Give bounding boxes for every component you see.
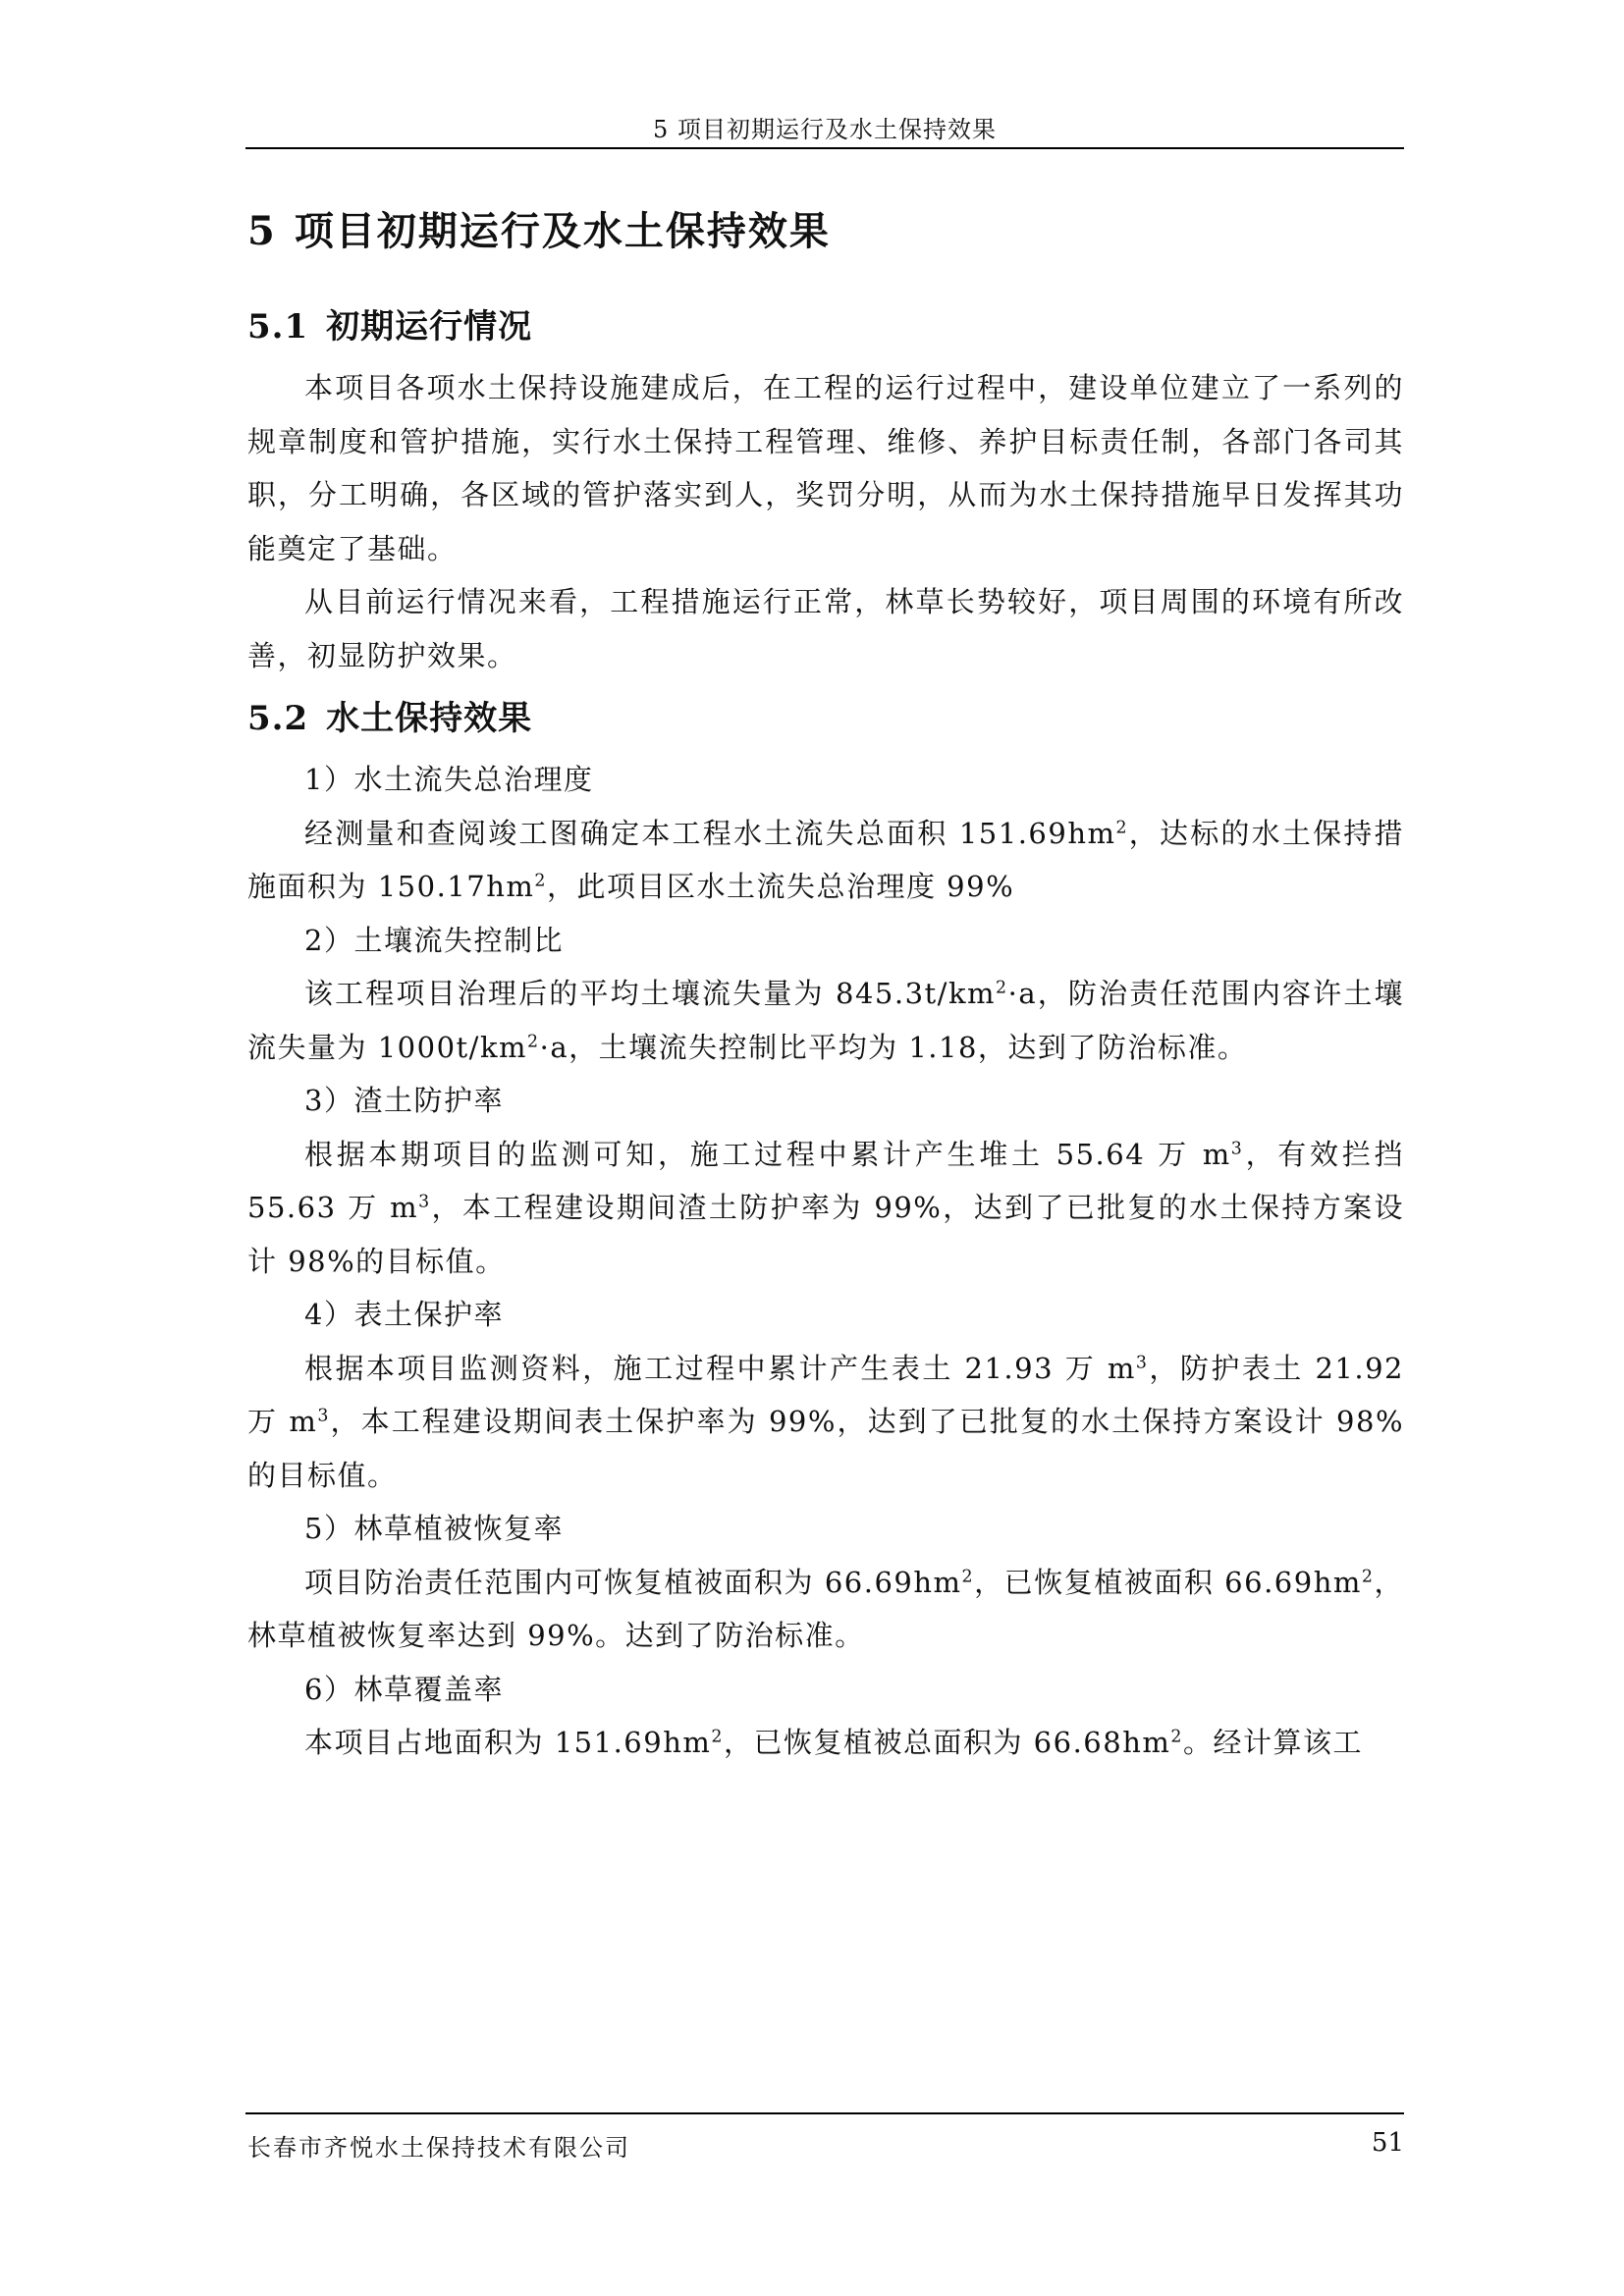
- section-title: 初期运行情况: [326, 307, 533, 347]
- section-number: 5.1: [247, 307, 309, 347]
- indicator-paragraph: 本项目占地面积为 $151.69hm^2$，已恢复植被总面积为 $66.68hm^2$。经计算该工: [304, 1726, 1363, 1759]
- chapter-number: 5: [247, 208, 277, 254]
- section-number: 5.2: [247, 699, 309, 738]
- indicator-label: 2）土壤流失控制比: [304, 923, 564, 957]
- indicator-paragraph: 该工程项目治理后的平均土壤流失量为 $845.3t/km^2\cdot a$，防治责任范围内容许土壤流失量为 $1000t/km^2\cdot a$，土壤流失控制比平均为 1.18，达到了防治标准。: [247, 977, 1404, 1064]
- section-title: 水土保持效果: [326, 699, 533, 738]
- page-content: [247, 196, 1404, 1770]
- indicator-label: 6）林草覆盖率: [304, 1672, 504, 1706]
- chapter-heading: [247, 196, 1404, 267]
- section-5-2-heading: [247, 688, 1404, 749]
- indicator-paragraph: 根据本期项目的监测可知，施工过程中累计产生堆土 55.64 万 $m^3$，有效拦挡 55.63 万 $m^3$，本工程建设期间渣土防护率为 99%，达到了已批复的水土保持方案设计 98%的目标值。: [247, 1137, 1404, 1278]
- indicator-paragraph: 项目防治责任范围内可恢复植被面积为 $66.69hm^2$，已恢复植被面积 $66.69hm^2$，林草植被恢复率达到 99%。达到了防治标准。: [247, 1565, 1404, 1652]
- indicator-paragraph: 经测量和查阅竣工图确定本工程水土流失总面积 $151.69hm^2$，达标的水土保持措施面积为 $150.17hm^2$，此项目区水土流失总治理度 99%: [247, 816, 1404, 903]
- running-header: 5 项目初期运行及水土保持效果: [653, 116, 997, 143]
- indicator-paragraph: 根据本项目监测资料，施工过程中累计产生表土 21.93 万 $m^3$，防护表土 21.92 万 $m^3$，本工程建设期间表土保护率为 99%，达到了已批复的水土保持方案设计 98%的目标值。: [247, 1351, 1405, 1492]
- indicator-label: 5）林草植被恢复率: [304, 1512, 564, 1545]
- page-number: 51: [1371, 2128, 1404, 2158]
- indicator-label: 4）表土保护率: [304, 1298, 504, 1331]
- paragraph: 本项目各项水土保持设施建成后，在工程的运行过程中，建设单位建立了一系列的规章制度和管护措施，实行水土保持工程管理、维修、养护目标责任制，各部门各司其职，分工明确，各区域的管护落实到人，奖罚分明，从而为水土保持措施早日发挥其功能奠定了基础。: [247, 371, 1404, 565]
- paragraph: 从目前运行情况来看，工程措施运行正常，林草长势较好，项目周围的环境有所改善，初显防护效果。: [247, 585, 1404, 672]
- indicator-label: 1）水土流失总治理度: [304, 763, 594, 796]
- footer-company: 长春市齐悦水土保持技术有限公司: [247, 2134, 630, 2162]
- indicator-label: 3）渣土防护率: [304, 1084, 504, 1117]
- section-5-1-heading: [247, 296, 1404, 357]
- header-rule: [245, 147, 1404, 149]
- chapter-title: 项目初期运行及水土保持效果: [294, 208, 831, 254]
- footer-rule: [245, 2112, 1404, 2114]
